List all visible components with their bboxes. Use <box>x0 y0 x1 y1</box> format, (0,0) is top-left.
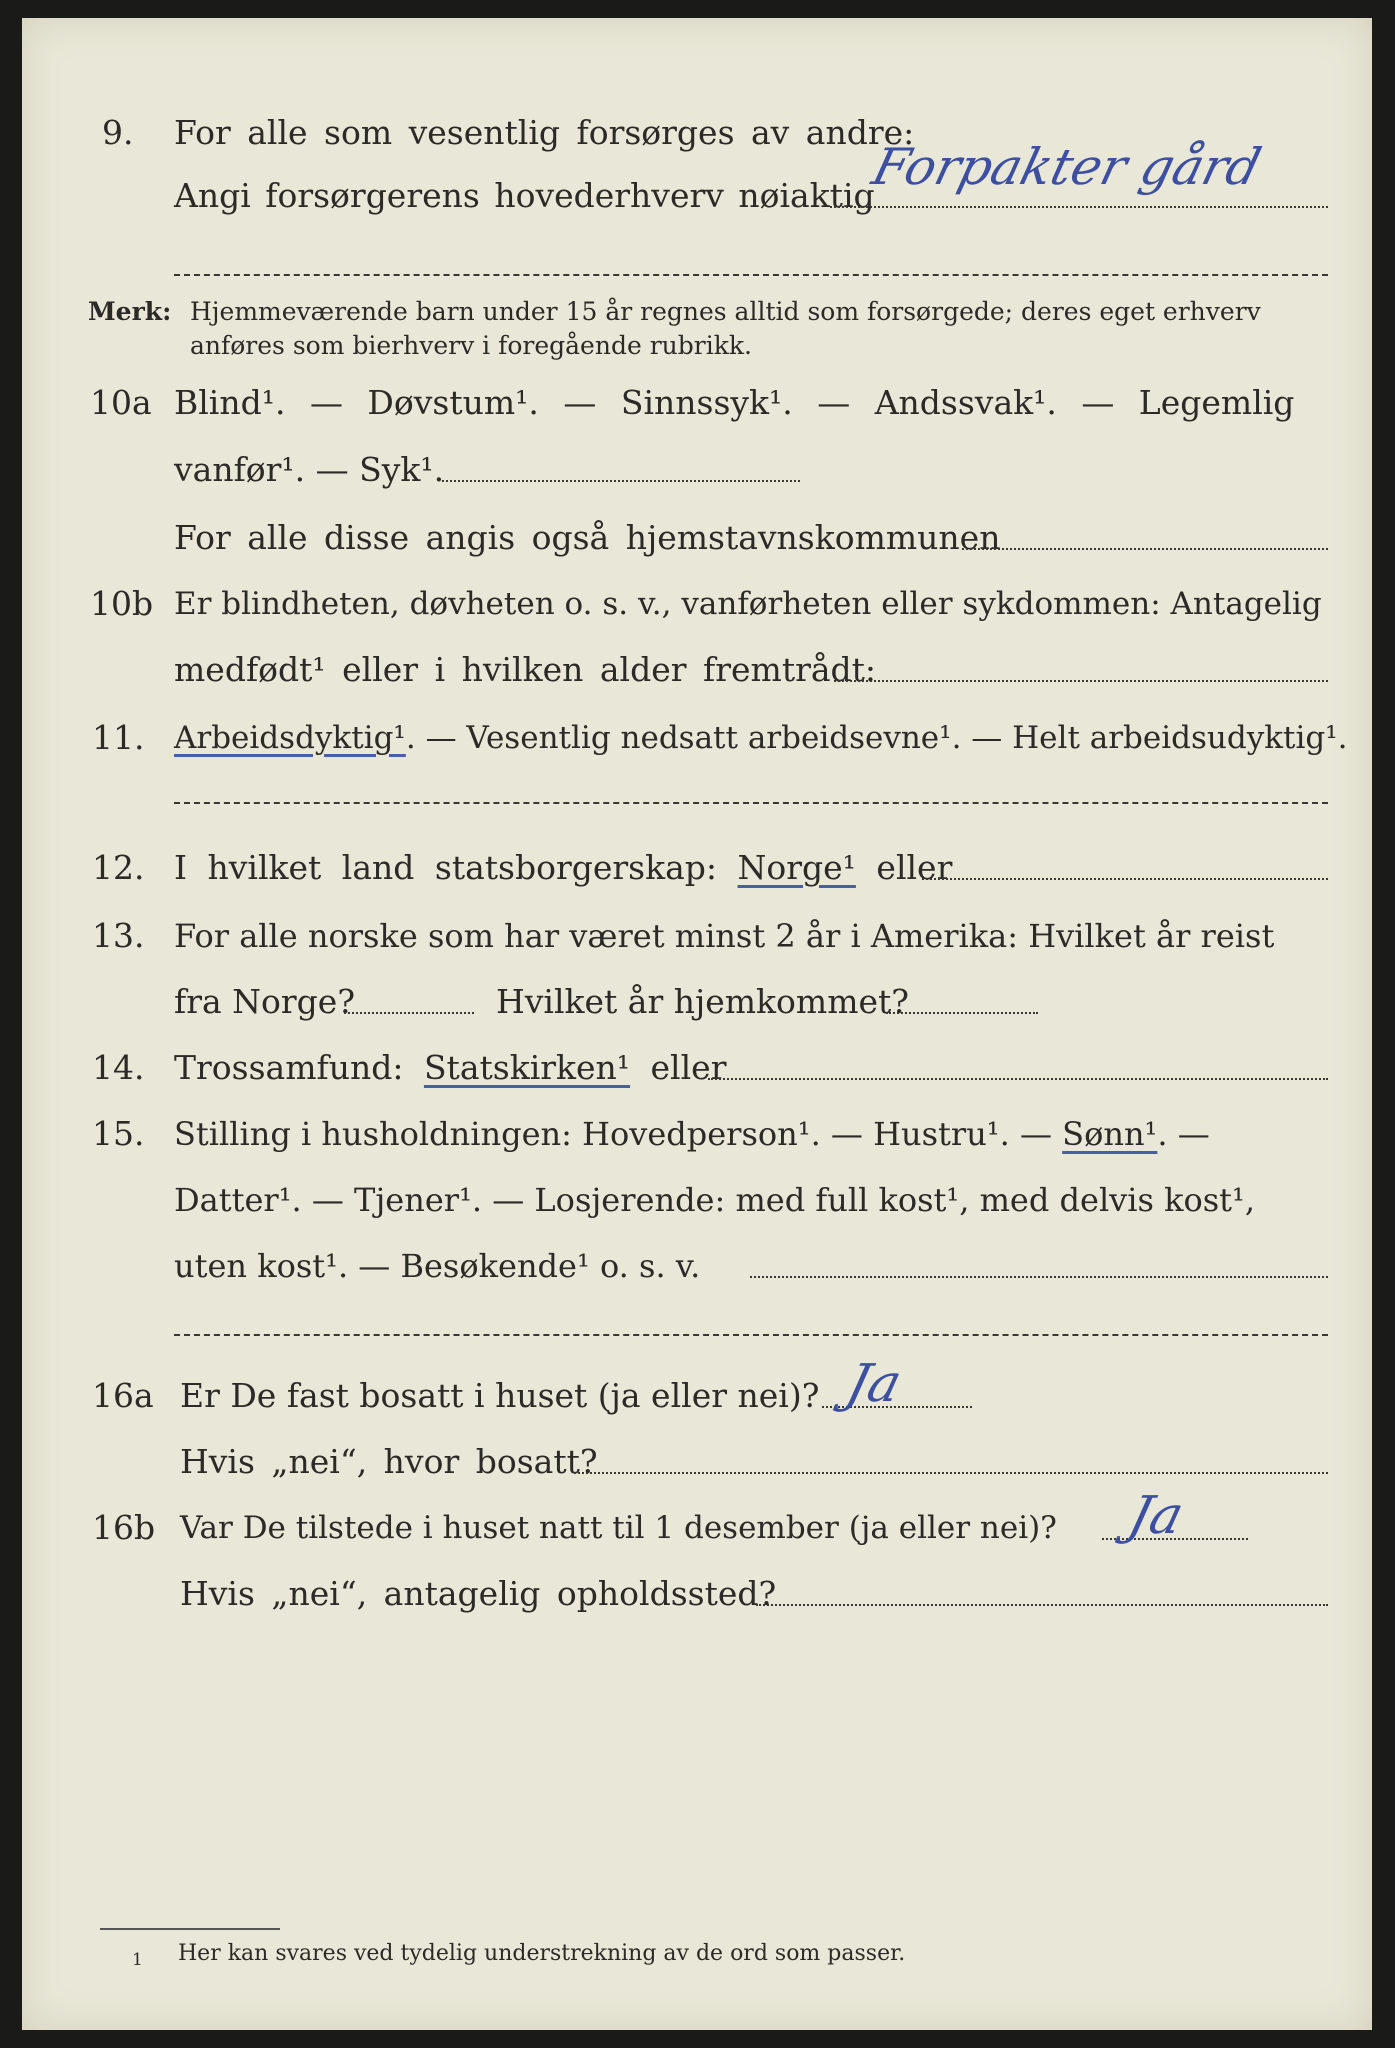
q16a-number: 16a <box>92 1376 154 1415</box>
q12-selected-norge: Norge¹ <box>737 848 856 887</box>
q9-line1: For alle som vesentlig forsørges av andre: <box>174 113 915 152</box>
q16a-bosatt-line <box>574 1472 1328 1474</box>
q14-line <box>174 1048 726 1088</box>
q15-line1-text: Stilling i husholdningen: Hovedperson¹. — Hustru¹. — <box>174 1115 1052 1153</box>
q15-number: 15. <box>92 1114 145 1153</box>
q16b-line1: Var De tilstede i huset natt til 1 desember (ja eller nei)? <box>180 1510 1057 1546</box>
q14-post: eller <box>650 1048 727 1087</box>
q16a-line2: Hvis „nei“, hvor bosatt? <box>180 1442 598 1481</box>
footnote-text: Her kan svares ved tydelig understrekning av de ord som passer. <box>178 1941 906 1966</box>
q14-number: 14. <box>92 1048 145 1087</box>
q11-line <box>174 718 1348 758</box>
q10a-number: 10a <box>90 383 152 422</box>
q10b-number: 10b <box>90 584 154 623</box>
q16b-opholdssted-line <box>756 1604 1328 1606</box>
q13-hjemkommet-line <box>886 1012 1038 1014</box>
q15-line1-end: . — <box>1157 1115 1210 1153</box>
q13-reist-line <box>344 1012 474 1014</box>
q13-line2a: fra Norge? <box>174 982 356 1021</box>
q12-pre: I hvilket land statsborgerskap: <box>174 848 718 887</box>
footnote-rule <box>100 1928 280 1930</box>
merk-line1: Hjemmeværende barn under 15 år regnes alltid som forsørgede; deres eget erhverv <box>190 297 1261 326</box>
q10a-line3: For alle disse angis også hjemstavnskommunen <box>174 518 1001 557</box>
q10a-line2: vanfør¹. — Syk¹. <box>174 450 445 489</box>
q10b-answer-line <box>834 680 1328 682</box>
merk-line2: anføres som bierhverv i foregående rubrikk. <box>190 331 752 360</box>
q16b-number: 16b <box>92 1508 156 1547</box>
q10a-line1: Blind¹. — Døvstum¹. — Sinnssyk¹. — Andssvak¹. — Legemlig <box>174 383 1295 422</box>
q12-answer-line <box>922 878 1328 880</box>
q9-answer-line <box>830 206 1328 208</box>
q15-line1 <box>174 1114 1210 1154</box>
q9-answer-handwritten: Forpakter gård <box>866 138 1267 196</box>
q11-selected-arbeidsdyktig: Arbeidsdyktig¹ <box>174 720 406 756</box>
q10b-line2: medfødt¹ eller i hvilken alder fremtrådt: <box>174 650 877 689</box>
q10b-line1: Er blindheten, døvheten o. s. v., vanførheten eller sykdommen: Antagelig <box>174 586 1322 622</box>
q14-answer-line <box>708 1078 1328 1080</box>
q14-pre: Trossamfund: <box>174 1048 404 1087</box>
merk-label: Merk: <box>88 297 172 326</box>
q15-extra-line <box>174 1334 1328 1336</box>
q13-line1: For alle norske som har været minst 2 år i Amerika: Hvilket år reist <box>174 917 1275 955</box>
q16a-line1: Er De fast bosatt i huset (ja eller nei)? <box>180 1376 820 1415</box>
q15-answer-line <box>750 1276 1328 1278</box>
q11-answer-line <box>174 802 1328 804</box>
q12-line <box>174 848 952 888</box>
q14-selected-statskirken: Statskirken¹ <box>423 1048 631 1087</box>
q16b-line2: Hvis „nei“, antagelig opholdssted? <box>180 1574 777 1613</box>
separator-rule <box>174 274 1328 276</box>
q11-rest: . — Vesentlig nedsatt arbeidsevne¹. — Helt arbeidsudyktig¹. <box>405 720 1348 756</box>
q11-number: 11. <box>92 718 145 757</box>
q13-line2b: Hvilket år hjemkommet? <box>496 982 909 1021</box>
q15-line3: uten kost¹. — Besøkende¹ o. s. v. <box>174 1247 701 1285</box>
q16a-answer-handwritten: Ja <box>840 1354 908 1414</box>
q9-line2: Angi forsørgerens hovederhverv nøiaktig <box>174 176 875 215</box>
q10a-syk-line <box>442 480 800 482</box>
q12-number: 12. <box>92 848 145 887</box>
q16b-answer-handwritten: Ja <box>1122 1486 1190 1546</box>
q15-line2: Datter¹. — Tjener¹. — Losjerende: med full kost¹, med delvis kost¹, <box>174 1181 1256 1219</box>
q15-selected-sonn: Sønn¹ <box>1062 1115 1158 1153</box>
footnote-mark: 1 <box>132 1950 143 1970</box>
q12-post: eller <box>876 848 953 887</box>
q9-number: 9. <box>102 113 134 152</box>
q10a-hjemstavn-line <box>962 548 1328 550</box>
q13-number: 13. <box>92 916 145 955</box>
census-form-page <box>22 18 1372 2030</box>
